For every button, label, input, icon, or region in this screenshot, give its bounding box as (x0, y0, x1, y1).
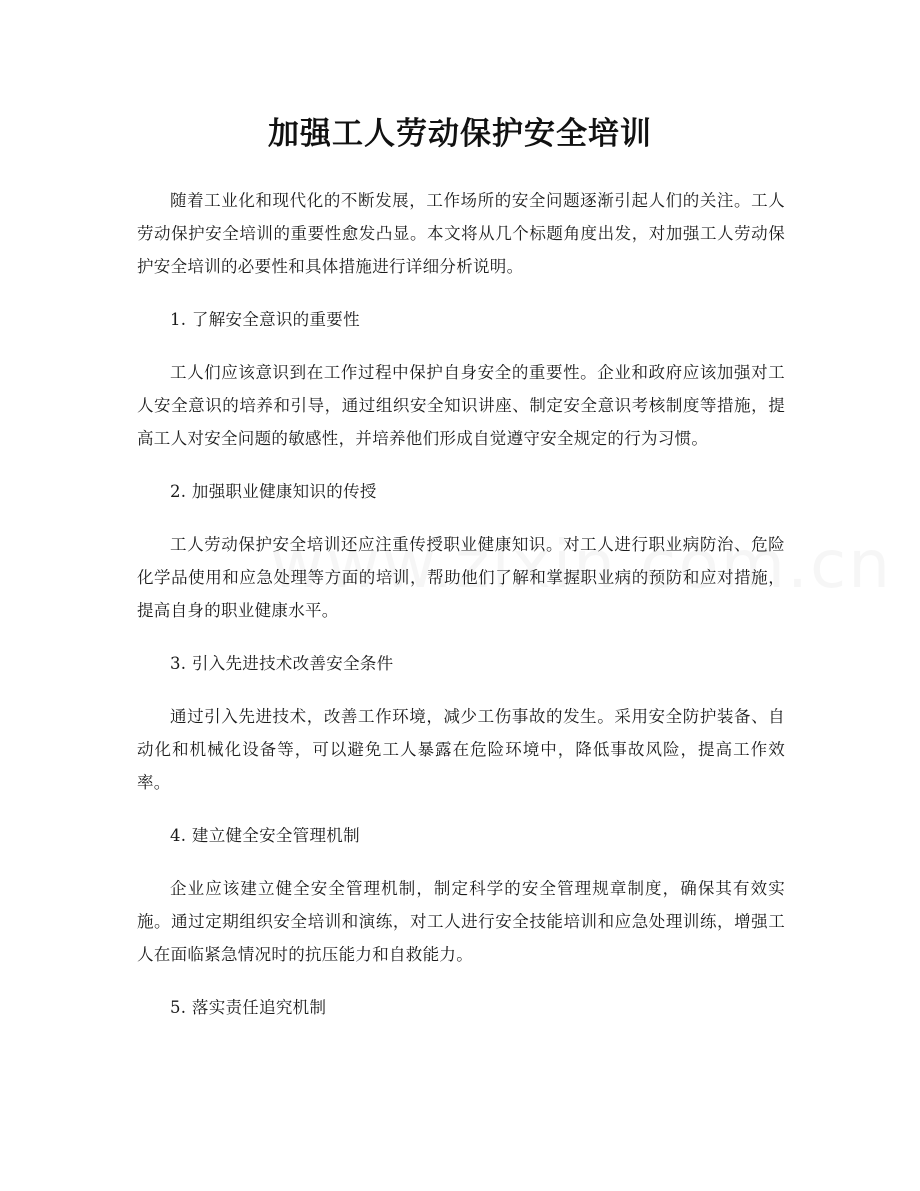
section-paragraph: 工人们应该意识到在工作过程中保护自身安全的重要性。企业和政府应该加强对工人安全意识的培养和引导，通过组织安全知识讲座、制定安全意识考核制度等措施，提高工人对安全问题的敏感性，并培养他们形成自觉遵守安全规定的行为习惯。 (137, 363, 785, 448)
document-body (137, 184, 785, 1044)
section-heading: 2. 加强职业健康知识的传授 (170, 482, 377, 501)
section-heading: 1. 了解安全意识的重要性 (170, 310, 360, 329)
section-heading: 4. 建立健全安全管理机制 (170, 826, 360, 845)
section-paragraph: 企业应该建立健全安全管理机制，制定科学的安全管理规章制度，确保其有效实施。通过定期组织安全培训和演练，对工人进行安全技能培训和应急处理训练，增强工人在面临紧急情况时的抗压能力和自救能力。 (137, 879, 785, 964)
section-paragraph: 工人劳动保护安全培训还应注重传授职业健康知识。对工人进行职业病防治、危险化学品使用和应急处理等方面的培训，帮助他们了解和掌握职业病的预防和应对措施，提高自身的职业健康水平。 (137, 535, 785, 620)
section-heading: 3. 引入先进技术改善安全条件 (170, 654, 394, 673)
document-title: 加强工人劳动保护安全培训 (268, 116, 652, 152)
section-paragraph: 通过引入先进技术，改善工作环境，减少工伤事故的发生。采用安全防护装备、自动化和机械化设备等，可以避免工人暴露在危险环境中，降低事故风险，提高工作效率。 (137, 707, 785, 792)
section-heading: 5. 落实责任追究机制 (170, 998, 327, 1017)
intro-paragraph: 随着工业化和现代化的不断发展，工作场所的安全问题逐渐引起人们的关注。工人劳动保护安全培训的重要性愈发凸显。本文将从几个标题角度出发，对加强工人劳动保护安全培训的必要性和具体措施进行详细分析说明。 (137, 191, 785, 276)
